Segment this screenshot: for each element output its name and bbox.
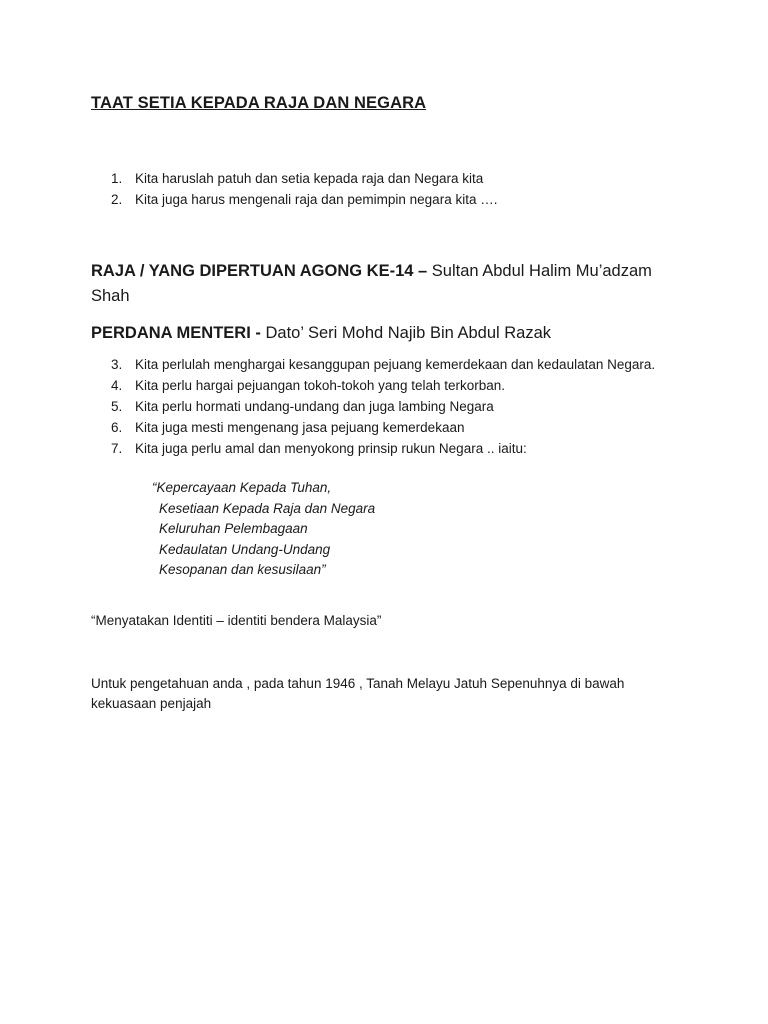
list-item-text: Kita perlulah menghargai kesanggupan pejuang kemerdekaan dan kedaulatan Negara. — [135, 357, 656, 372]
perdana-menteri-heading — [91, 321, 681, 346]
list-item — [91, 189, 497, 210]
raja-value: Sultan Abdul Halim Mu’adzam Shah — [91, 262, 652, 305]
list-item-number: 1. — [111, 171, 123, 186]
page-title: TAAT SETIA KEPADA RAJA DAN NEGARA — [91, 94, 427, 112]
numbered-list-intro — [91, 168, 497, 210]
raja-label: RAJA / YANG DIPERTUAN AGONG KE-14 – — [91, 262, 428, 280]
list-item-number: 6. — [111, 420, 123, 435]
list-item-number: 4. — [111, 378, 123, 393]
list-item — [91, 354, 655, 375]
list-item — [91, 396, 655, 417]
rukun-negara-quote — [152, 478, 375, 581]
list-item-text: Kita perlu hormati undang-undang dan juga lambing Negara — [135, 399, 494, 414]
list-item — [91, 375, 655, 396]
list-item-text: Kita perlu hargai pejuangan tokoh-tokoh yang telah terkorban. — [135, 378, 506, 393]
list-item-text: Kita juga mesti mengenang jasa pejuang kemerdekaan — [135, 420, 465, 435]
list-item-number: 2. — [111, 192, 123, 207]
rukun-negara-line: Kedaulatan Undang-Undang — [159, 541, 331, 557]
rukun-negara-line: Kesopanan dan kesusilaan” — [159, 562, 326, 578]
list-item — [91, 168, 497, 189]
rukun-negara-line: “Kepercayaan Kepada Tuhan, — [152, 480, 332, 495]
list-item-text: Kita juga harus mengenali raja dan pemimpin negara kita …. — [135, 192, 498, 207]
perdana-menteri-value: Dato’ Seri Mohd Najib Bin Abdul Razak — [265, 324, 552, 342]
list-item — [91, 417, 655, 438]
list-item-number: 7. — [111, 441, 123, 456]
numbered-list-duties — [91, 354, 655, 459]
list-item-number: 5. — [111, 399, 123, 414]
list-item-text: Kita juga perlu amal dan menyokong prinsip rukun Negara .. iaitu: — [135, 441, 527, 456]
list-item — [91, 438, 655, 459]
rukun-negara-line: Keluruhan Pelembagaan — [159, 521, 308, 537]
identiti-quote: “Menyatakan Identiti – identiti bendera Malaysia” — [91, 613, 382, 628]
raja-heading — [91, 259, 681, 309]
list-item-text: Kita haruslah patuh dan setia kepada raja dan Negara kita — [135, 171, 484, 186]
info-paragraph: Untuk pengetahuan anda , pada tahun 1946 , Tanah Melayu Jatuh Sepenuhnya di bawah kekuasaan penjajah — [91, 676, 625, 711]
perdana-menteri-label: PERDANA MENTERI - — [91, 324, 261, 342]
list-item-number: 3. — [111, 357, 123, 372]
rukun-negara-line: Kesetiaan Kepada Raja dan Negara — [159, 500, 376, 516]
